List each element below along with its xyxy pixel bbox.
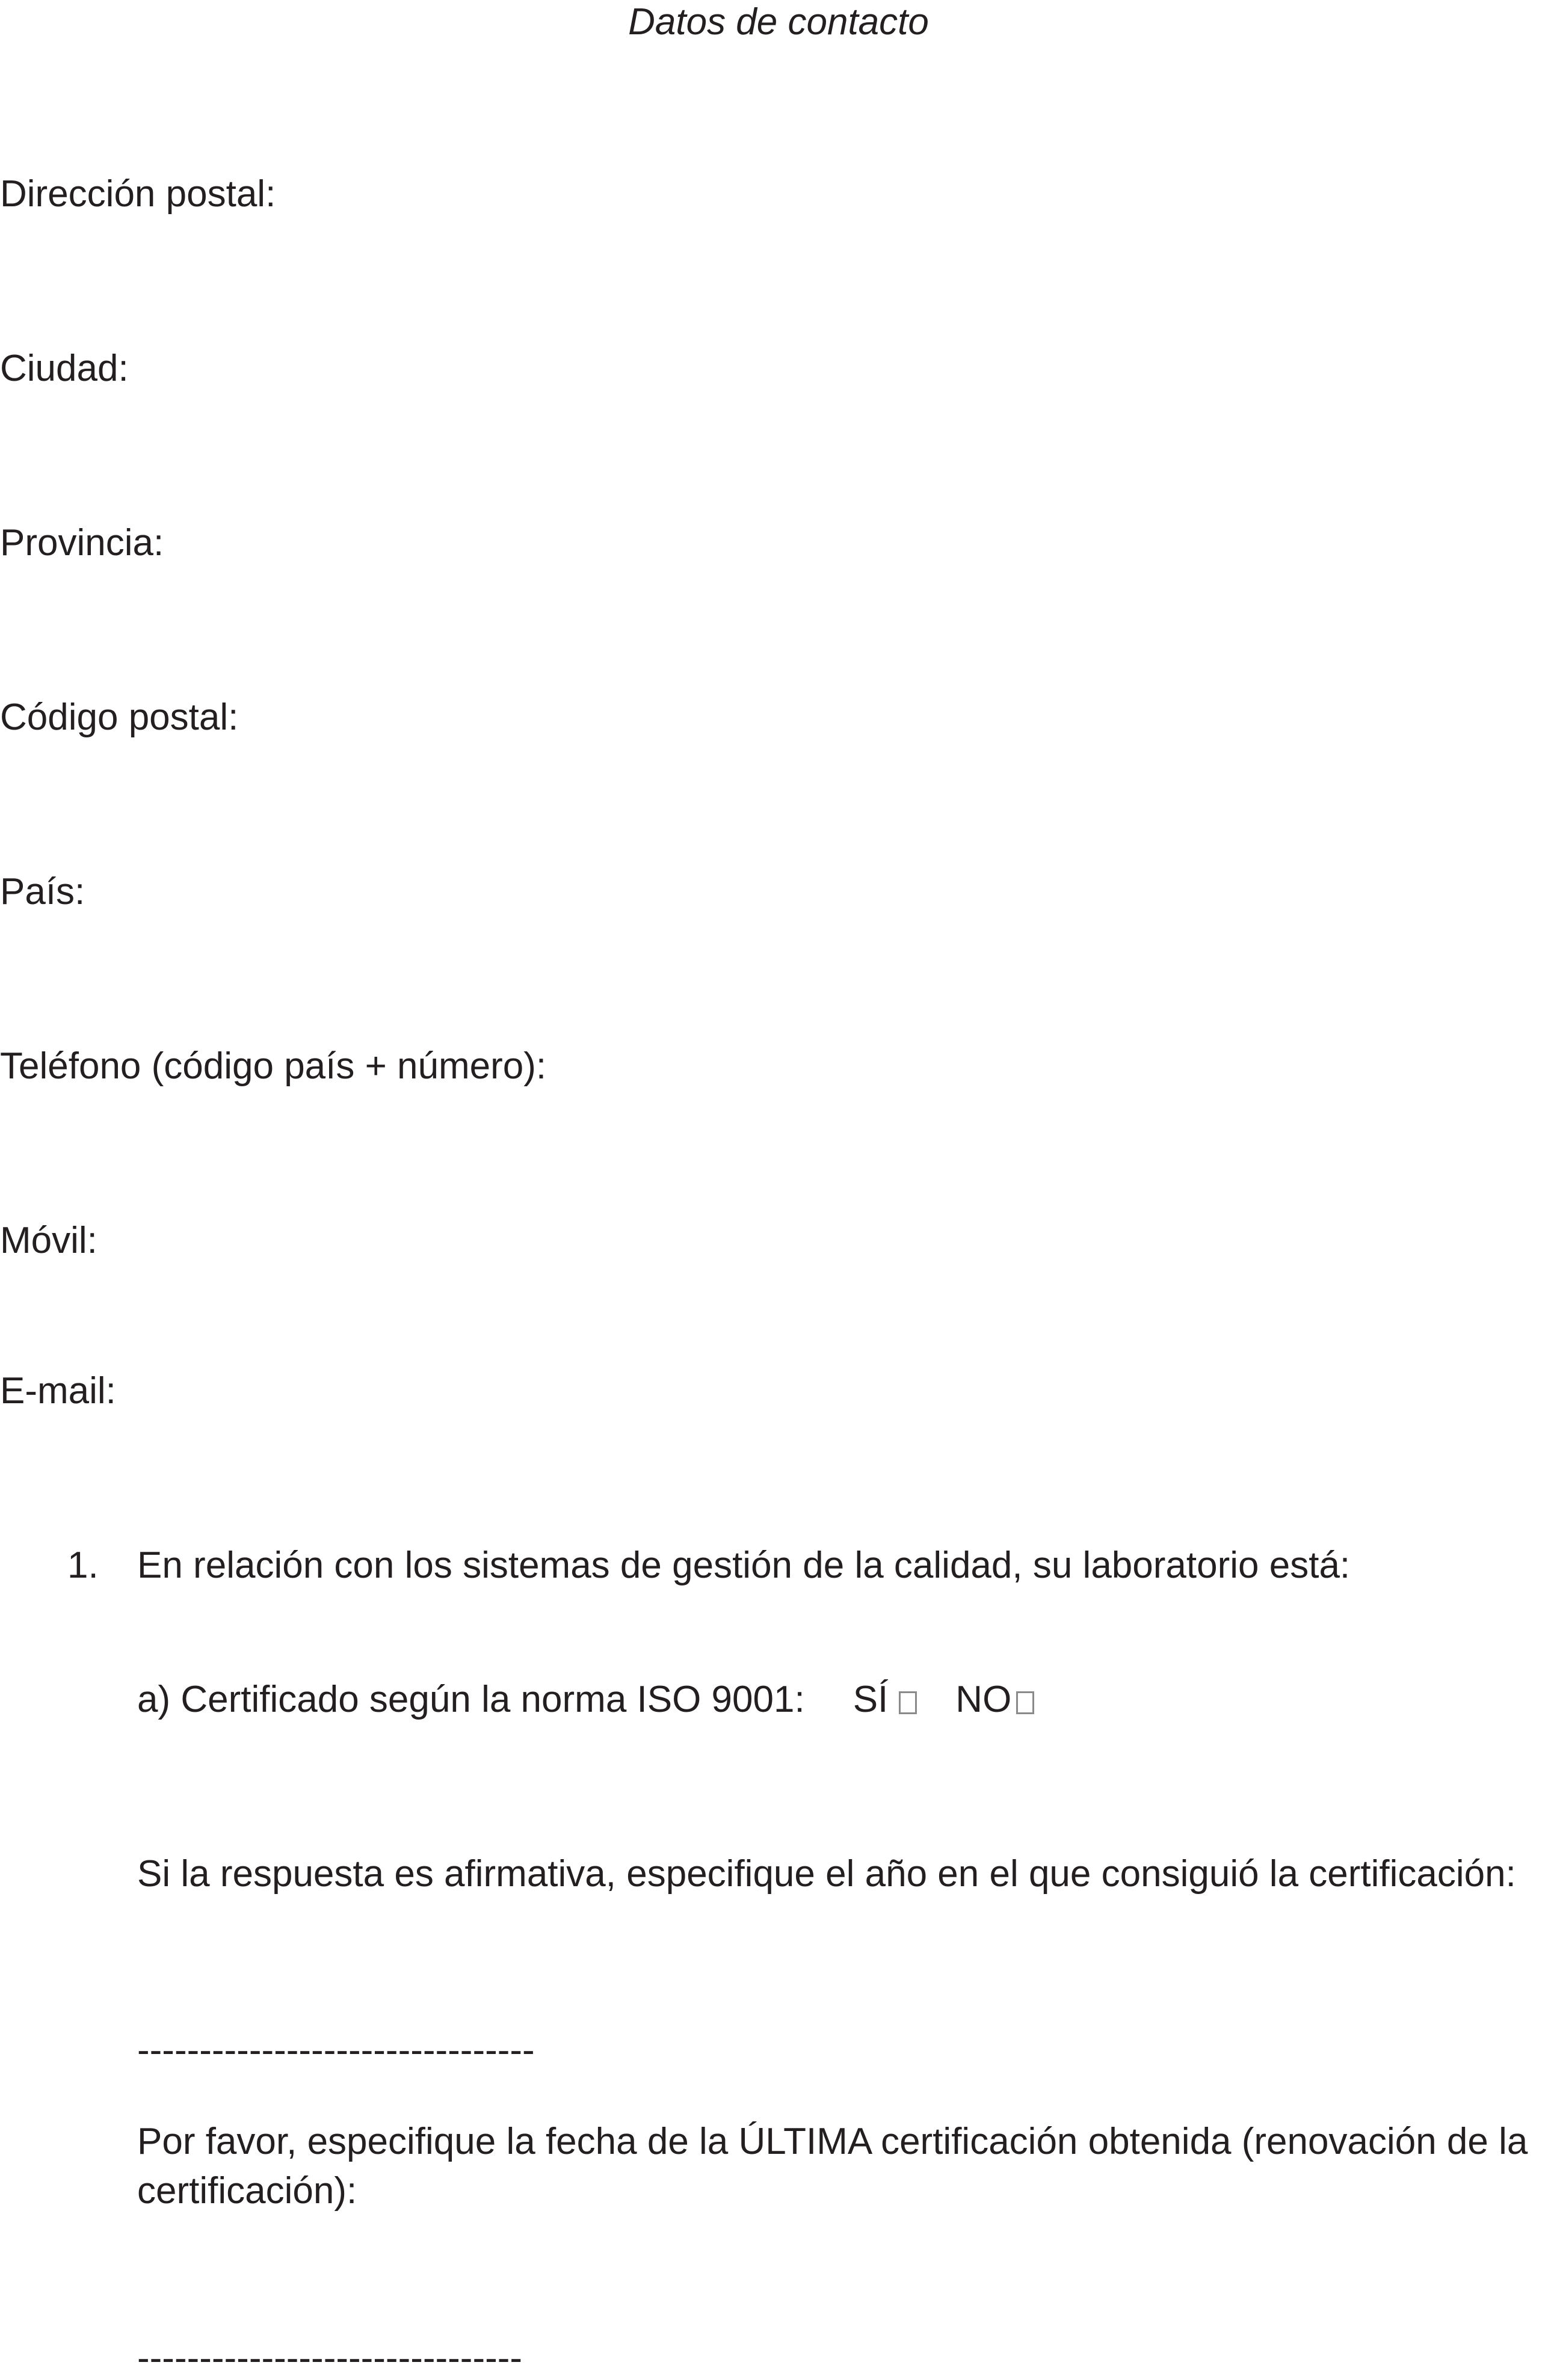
phone-label: Teléfono (código país + número): xyxy=(0,1045,547,1087)
country-label: País: xyxy=(0,871,85,912)
postal-code-label: Código postal: xyxy=(0,696,239,738)
if-yes-instruction: Si la respuesta es afirmativa, especifique el año en el que consiguió la certificación: xyxy=(137,1853,1516,1895)
page-title: Datos de contacto xyxy=(628,1,929,43)
postal-address-label: Dirección postal: xyxy=(0,173,276,215)
last-certification-blank[interactable]: ------------------------------- xyxy=(137,2337,523,2379)
iso-certification-label: a) Certificado según la norma ISO 9001: xyxy=(137,1679,805,1720)
yes-checkbox[interactable] xyxy=(899,1691,917,1714)
no-checkbox[interactable] xyxy=(1016,1691,1034,1714)
email-label: E-mail: xyxy=(0,1370,116,1412)
mobile-label: Móvil: xyxy=(0,1220,97,1261)
question-text: En relación con los sistemas de gestión de la calidad, su laboratorio está: xyxy=(137,1545,1351,1586)
no-label: NO xyxy=(955,1679,1012,1720)
last-certification-instruction: Por favor, especifique la fecha de la ÚLTIMA certificación obtenida (renovación de la certificación): xyxy=(137,2121,1528,2212)
province-label: Provincia: xyxy=(0,522,164,564)
iso-certification-row xyxy=(137,1681,1034,1718)
yes-label: SÍ xyxy=(852,1679,889,1720)
city-label: Ciudad: xyxy=(0,348,129,389)
certification-year-blank[interactable]: -------------------------------- xyxy=(137,2029,535,2071)
question-number: 1. xyxy=(67,1545,99,1586)
